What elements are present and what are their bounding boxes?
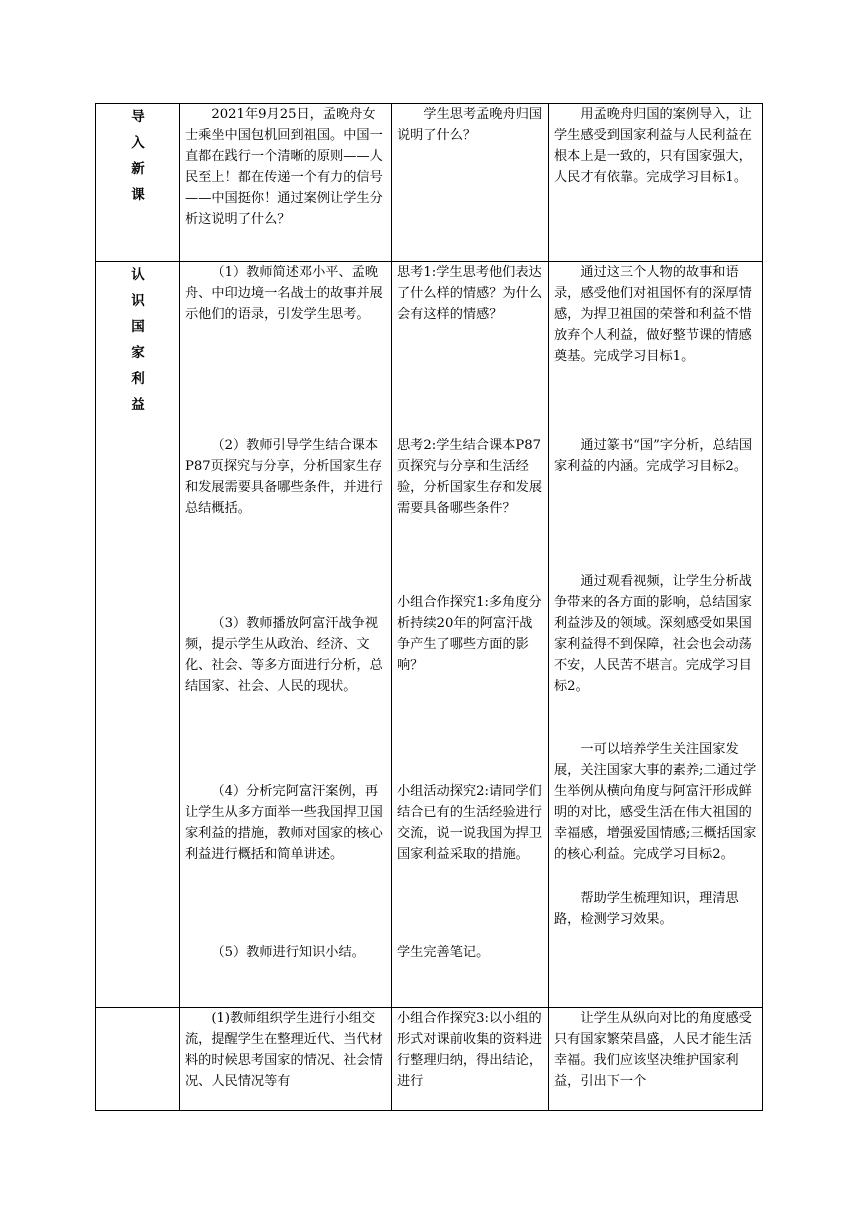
design-intent-text: 通过这三个人物的故事和语录，感受他们对祖国怀有的深厚情感，为捍卫祖国的荣誉和利益不惜放弃个人利益，做好整节课的情感奠基。完成学习目标1。 [554, 265, 752, 364]
design-intent-cell [549, 1008, 763, 1111]
teacher-activity-text: (1)教师组织学生进行小组交流，提醒学生在整理近代、当代材料的时候思考国家的情况、社会情况、人民情况等有 [185, 1011, 383, 1089]
design-intent-text: 用孟晚舟归国的案例导入，让学生感受到国家利益与人民利益在根本上是一致的，只有国家强大，人民才有依靠。完成学习目标1。 [554, 107, 752, 185]
student-activity-text: 思考2:学生结合课本P87页探究与分享和生活经验，分析国家生存和发展需要具备哪些条件？ [397, 438, 543, 516]
stage-cell [96, 104, 180, 262]
student-activity-cell [392, 262, 549, 1008]
teacher-activity-text: （4）分析完阿富汗案例，再让学生从多方面举一些我国捍卫国家利益的措施，教师对国家的核心利益进行概括和简单讲述。 [185, 784, 383, 862]
student-activity-cell [392, 1008, 549, 1111]
student-activity-text: 小组合作探究3:以小组的形式对课前收集的资料进行整理归纳，得出结论，进行 [397, 1011, 543, 1089]
student-activity-text: 小组合作探究1:多角度分析持续20年的阿富汗战争产生了哪些方面的影响？ [397, 595, 542, 673]
teacher-activity-text: （1）教师简述邓小平、孟晚舟、中印边境一名战士的故事并展示他们的语录，引发学生思考。 [185, 265, 383, 322]
table-row [96, 262, 763, 1008]
teacher-activity-cell [180, 104, 392, 262]
teacher-activity-text: （3）教师播放阿富汗战争视频，提示学生从政治、经济、文化、社会、等多方面进行分析，总结国家、社会、人民的现状。 [185, 616, 383, 694]
stage-cell [96, 262, 180, 1008]
stage-cell [96, 1008, 180, 1111]
teacher-activity-cell [180, 1008, 392, 1111]
table-row [96, 1008, 763, 1111]
design-intent-text: 通过观看视频，让学生分析战争带来的各方面的影响，总结国家利益涉及的领域。深刻感受如果国家利益得不到保障，社会也会动荡不安，人民苦不堪言。完成学习目标2。 [554, 574, 752, 694]
stage-label: 认 识 国 家 利 益 [131, 267, 145, 413]
table-row [96, 104, 763, 262]
teacher-activity-text: （5）教师进行知识小结。 [211, 945, 365, 960]
teacher-activity-text: （2）教师引导学生结合课本P87页探究与分享，分析国家生存和发展需要具备哪些条件，并进行总结概括。 [185, 438, 383, 516]
teacher-activity-text: 2021年9月25日，孟晚舟女士乘坐中国包机回到祖国。中国一直都在践行一个清晰的原则——人民至上！都在传递一个有力的信号——中国挺你！通过案例让学生分析这说明了什么？ [185, 107, 383, 227]
lesson-plan-table [95, 103, 763, 1111]
student-activity-text: 思考1:学生思考他们表达了什么样的情感？为什么会有这样的情感？ [397, 265, 543, 322]
stage-label: 导 入 新 课 [131, 109, 145, 203]
student-activity-text: 学生完善笔记。 [397, 945, 490, 960]
student-activity-text: 学生思考孟晚舟归国说明了什么？ [397, 107, 543, 143]
teacher-activity-cell [180, 262, 392, 1008]
design-intent-text: 帮助学生梳理知识，理清思路，检测学习效果。 [554, 891, 739, 927]
student-activity-cell [392, 104, 549, 262]
design-intent-cell [549, 262, 763, 1008]
design-intent-text: 通过篆书“国”字分析，总结国家利益的内涵。完成学习目标2。 [554, 438, 753, 474]
design-intent-text: 让学生从纵向对比的角度感受只有国家繁荣昌盛，人民才能生活幸福。我们应该坚决维护国家利益，引出下一个 [554, 1011, 752, 1089]
design-intent-text: 一可以培养学生关注国家发展，关注国家大事的素养;二通过学生举例从横向角度与阿富汗形成鲜明的对比，感受生活在伟大祖国的幸福感，增强爱国情感;三概括国家的核心利益。完成学习目标2。 [554, 742, 757, 862]
student-activity-text: 小组活动探究2:请同学们结合已有的生活经验进行交流，说一说我国为捍卫国家利益采取的措施。 [397, 784, 543, 862]
design-intent-cell [549, 104, 763, 262]
